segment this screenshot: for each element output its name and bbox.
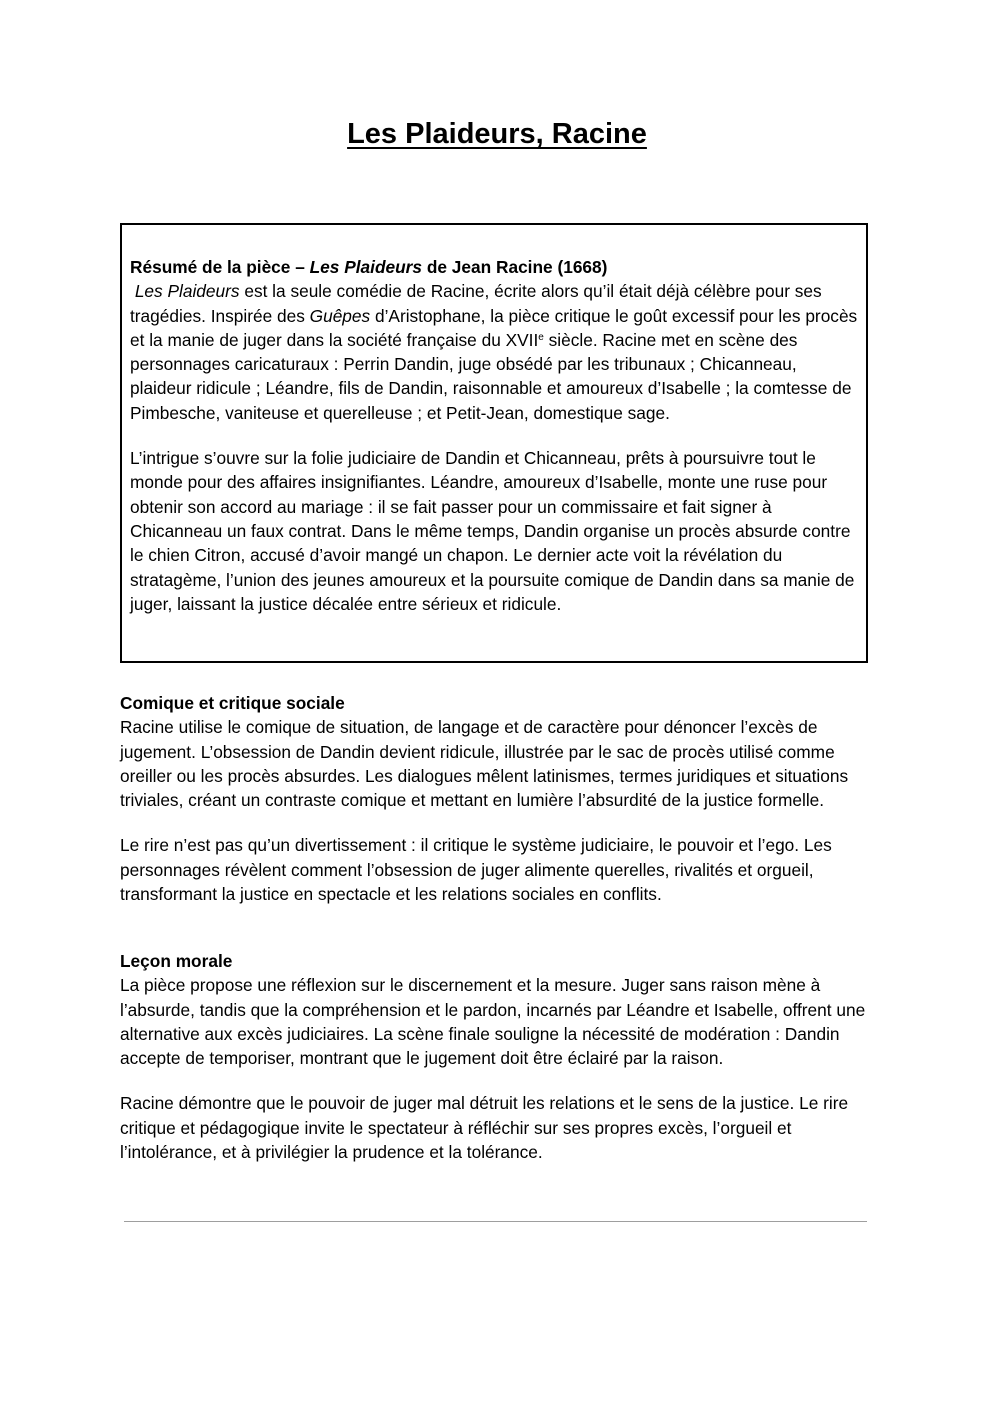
century-superscript: e bbox=[538, 331, 544, 343]
summary-text-c: siècle. Racine met en scène des personnages caricaturaux : Perrin Dandin, juge obsédé par les tribunaux ; Chicanneau, plaideur ridicule ; Léandre, fils de Dandin, raisonnable et amoureux d’Isabelle ; la comtesse de Pimbesche, vaniteuse et querelleuse ; et Petit-Jean, domestique sage. bbox=[130, 329, 852, 423]
summary-heading-italic: Les Plaideurs bbox=[309, 257, 423, 277]
section-heading: Leçon morale bbox=[120, 951, 233, 971]
summary-text-a: est la seule comédie de Racine, écrite alors qu’il était déjà célèbre pour ses tragédies. Inspirée des bbox=[130, 281, 822, 326]
play-title-italic: Les Plaideurs bbox=[134, 281, 240, 302]
summary-heading-suffix: de Jean Racine (1668) bbox=[422, 257, 608, 277]
section-comique bbox=[120, 691, 880, 906]
section-comique-text-1: Racine utilise le comique de situation, de langage et de caractère pour dénoncer l’excès de jugement. L’obsession de Dandin devient ridicule, illustrée par le sac de procès utilisé comme oreiller ou les procès absurdes. Les dialogues mêlent latinismes, termes juridiques et situations triviales, créant un contraste comique et mettant en lumière l’absurdité de la justice formelle. bbox=[120, 717, 849, 811]
section-lecon-text-1: La pièce propose une réflexion sur le discernement et la mesure. Juger sans raison mène à l’absurde, tandis que la compréhension et le pardon, incarnés par Léandre et Isabelle, offrent une alternative aux excès judiciaires. La scène finale souligne la nécessité de modération : Dandin accepte de temporiser, montrant que le jugement doit être éclairé par la raison. bbox=[120, 975, 866, 1069]
summary-box bbox=[120, 223, 868, 663]
horizontal-divider bbox=[124, 1221, 867, 1222]
section-comique-paragraph-1 bbox=[120, 691, 880, 812]
page-title: Les Plaideurs, Racine bbox=[347, 118, 647, 150]
summary-heading bbox=[130, 257, 607, 277]
section-lecon-paragraph-1 bbox=[120, 949, 880, 1070]
section-lecon-paragraph-2: Racine démontre que le pouvoir de juger mal détruit les relations et le sens de la justice. Le rire critique et pédagogique invite le spectateur à réfléchir sur ses propres excès, l’orgueil et l’intolérance, et à privilégier la prudence et la tolérance. bbox=[120, 1093, 849, 1163]
section-comique-paragraph-2: Le rire n’est pas qu’un divertissement : il critique le système judiciaire, le pouvoir et l’ego. Les personnages révèlent comment l’obsession de juger alimente querelles, rivalités et orgueil, transformant la justice en spectacle et les relations sociales en conflits. bbox=[120, 835, 832, 905]
summary-text-b: d’Aristophane, la pièce critique le goût excessif pour les procès et la manie de juger dans la société française du XVII bbox=[130, 305, 858, 350]
summary-heading-prefix: Résumé de la pièce – bbox=[130, 257, 310, 277]
summary-paragraph-2: L’intrigue s’ouvre sur la folie judiciaire de Dandin et Chicanneau, prêts à poursuivre tout le monde pour des affaires insignifiantes. Léandre, amoureux d’Isabelle, monte une ruse pour obtenir son accord au mariage : il se fait passer pour un commissaire et fait signer à Chicanneau un faux contrat. Dans le même temps, Dandin organise un procès absurde contre le chien Citron, accusé d’avoir mangé un chapon. Le dernier acte voit la révélation du stratagème, l’union des jeunes amoureux et la poursuite comique de Dandin dans sa manie de juger, laissant la justice décalée entre sérieux et ridicule. bbox=[130, 448, 855, 614]
summary-paragraph-1 bbox=[130, 255, 858, 425]
guepes-title-italic: Guêpes bbox=[309, 305, 371, 326]
section-lecon bbox=[120, 949, 880, 1164]
section-heading: Comique et critique sociale bbox=[120, 693, 345, 713]
